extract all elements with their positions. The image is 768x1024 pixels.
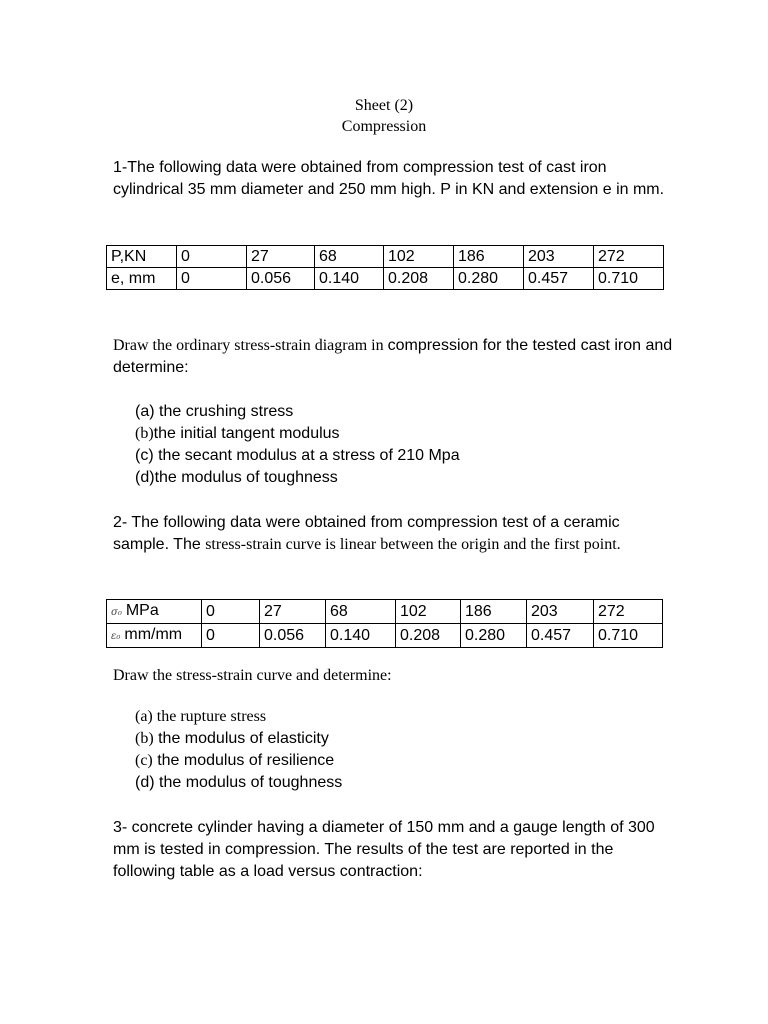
table-cell: 0.457 bbox=[524, 268, 594, 290]
list-item bbox=[135, 423, 635, 445]
table-cell bbox=[107, 624, 202, 648]
table-cell: 0.280 bbox=[461, 624, 527, 648]
table-cell: 102 bbox=[396, 600, 461, 624]
table-cell: 102 bbox=[384, 246, 454, 268]
table-cell: P,KN bbox=[107, 246, 177, 268]
table-row bbox=[107, 246, 664, 268]
list-item bbox=[135, 706, 635, 728]
table-cell: 68 bbox=[326, 600, 396, 624]
q1-instruction bbox=[113, 335, 673, 379]
list-item bbox=[135, 401, 635, 423]
q2-instruction: Draw the stress-strain curve and determine: bbox=[113, 667, 392, 684]
table-cell: 203 bbox=[527, 600, 594, 624]
table-cell: 272 bbox=[594, 600, 663, 624]
item-text: the modulus of toughness bbox=[154, 469, 338, 486]
table-cell: 0.056 bbox=[260, 624, 326, 648]
table-cell bbox=[107, 600, 202, 624]
q2-list bbox=[135, 706, 635, 794]
list-item bbox=[135, 750, 635, 772]
table-cell: 27 bbox=[247, 246, 315, 268]
table-cell: 0.056 bbox=[247, 268, 315, 290]
item-label: (b) bbox=[135, 730, 154, 747]
table-cell: 272 bbox=[594, 246, 664, 268]
item-label: (d) bbox=[135, 774, 155, 791]
list-item bbox=[135, 445, 635, 467]
list-item bbox=[135, 728, 635, 750]
table-row bbox=[107, 600, 663, 624]
item-label: (d) bbox=[135, 469, 155, 486]
item-label: (a) bbox=[135, 403, 155, 420]
item-label: (c) bbox=[135, 447, 154, 464]
table-cell: 186 bbox=[461, 600, 527, 624]
row-label: MPa bbox=[125, 602, 159, 619]
table-row bbox=[107, 268, 664, 290]
table-cell: 0.140 bbox=[315, 268, 384, 290]
table-cell: 0.208 bbox=[396, 624, 461, 648]
table-cell: 0 bbox=[177, 246, 247, 268]
item-text: the secant modulus at a stress of 210 Mpa bbox=[153, 447, 460, 464]
q1-list bbox=[135, 401, 635, 489]
item-label: (b) bbox=[135, 425, 154, 442]
item-text: the crushing stress bbox=[154, 403, 294, 420]
item-text: the modulus of elasticity bbox=[153, 730, 329, 747]
table-cell: 0 bbox=[202, 600, 260, 624]
table-cell: 27 bbox=[260, 600, 326, 624]
q2-text bbox=[113, 512, 673, 556]
table-cell: 0.280 bbox=[454, 268, 524, 290]
table-cell: 203 bbox=[524, 246, 594, 268]
q3-text: 3- concrete cylinder having a diameter of 150 mm and a gauge length of 300 mm is tested in compression. The results of the test are reported in the following table as a load versus contraction: bbox=[113, 819, 655, 880]
table-cell: 0.710 bbox=[594, 268, 664, 290]
item-text: the rupture stress bbox=[152, 708, 267, 725]
table-cell: 0 bbox=[202, 624, 260, 648]
sheet-subtitle: Compression bbox=[341, 118, 427, 135]
table-cell: 0.208 bbox=[384, 268, 454, 290]
sheet-title: Sheet (2) bbox=[354, 97, 414, 114]
item-text: the initial tangent modulus bbox=[153, 425, 340, 442]
list-item bbox=[135, 467, 635, 489]
item-text: the modulus of toughness bbox=[154, 774, 343, 791]
q2-data-table bbox=[106, 599, 663, 648]
q2-text-sans: 2- The following data were obtained from compression test of a ceramic sample. The bbox=[113, 514, 620, 553]
table-cell: 186 bbox=[454, 246, 524, 268]
item-label: (c) bbox=[135, 752, 153, 769]
table-cell: 0.710 bbox=[594, 624, 663, 648]
item-label: (a) bbox=[135, 708, 153, 725]
table-cell: 0.140 bbox=[326, 624, 396, 648]
q1-data-table bbox=[106, 245, 664, 290]
table-cell: 68 bbox=[315, 246, 384, 268]
table-cell: 0 bbox=[177, 268, 247, 290]
q2-text-serif: stress-strain curve is linear between the origin and the first point. bbox=[205, 536, 621, 553]
table-cell: e, mm bbox=[107, 268, 177, 290]
table-cell: 0.457 bbox=[527, 624, 594, 648]
q1-text: 1-The following data were obtained from compression test of cast iron cylindrical 35 mm diameter and 250 mm high. P in KN and extension e in mm. bbox=[113, 159, 665, 198]
row-label: mm/mm bbox=[124, 626, 183, 643]
q1-instruction-sans: compression for the tested cast iron and determine: bbox=[113, 337, 673, 376]
q1-instruction-serif: Draw the ordinary stress-strain diagram in bbox=[113, 337, 388, 354]
table-row bbox=[107, 624, 663, 648]
item-text: the modulus of resilience bbox=[152, 752, 335, 769]
list-item bbox=[135, 772, 635, 794]
epsilon-symbol: ε₀ bbox=[111, 631, 121, 642]
sigma-symbol: σ₀ bbox=[111, 607, 122, 618]
